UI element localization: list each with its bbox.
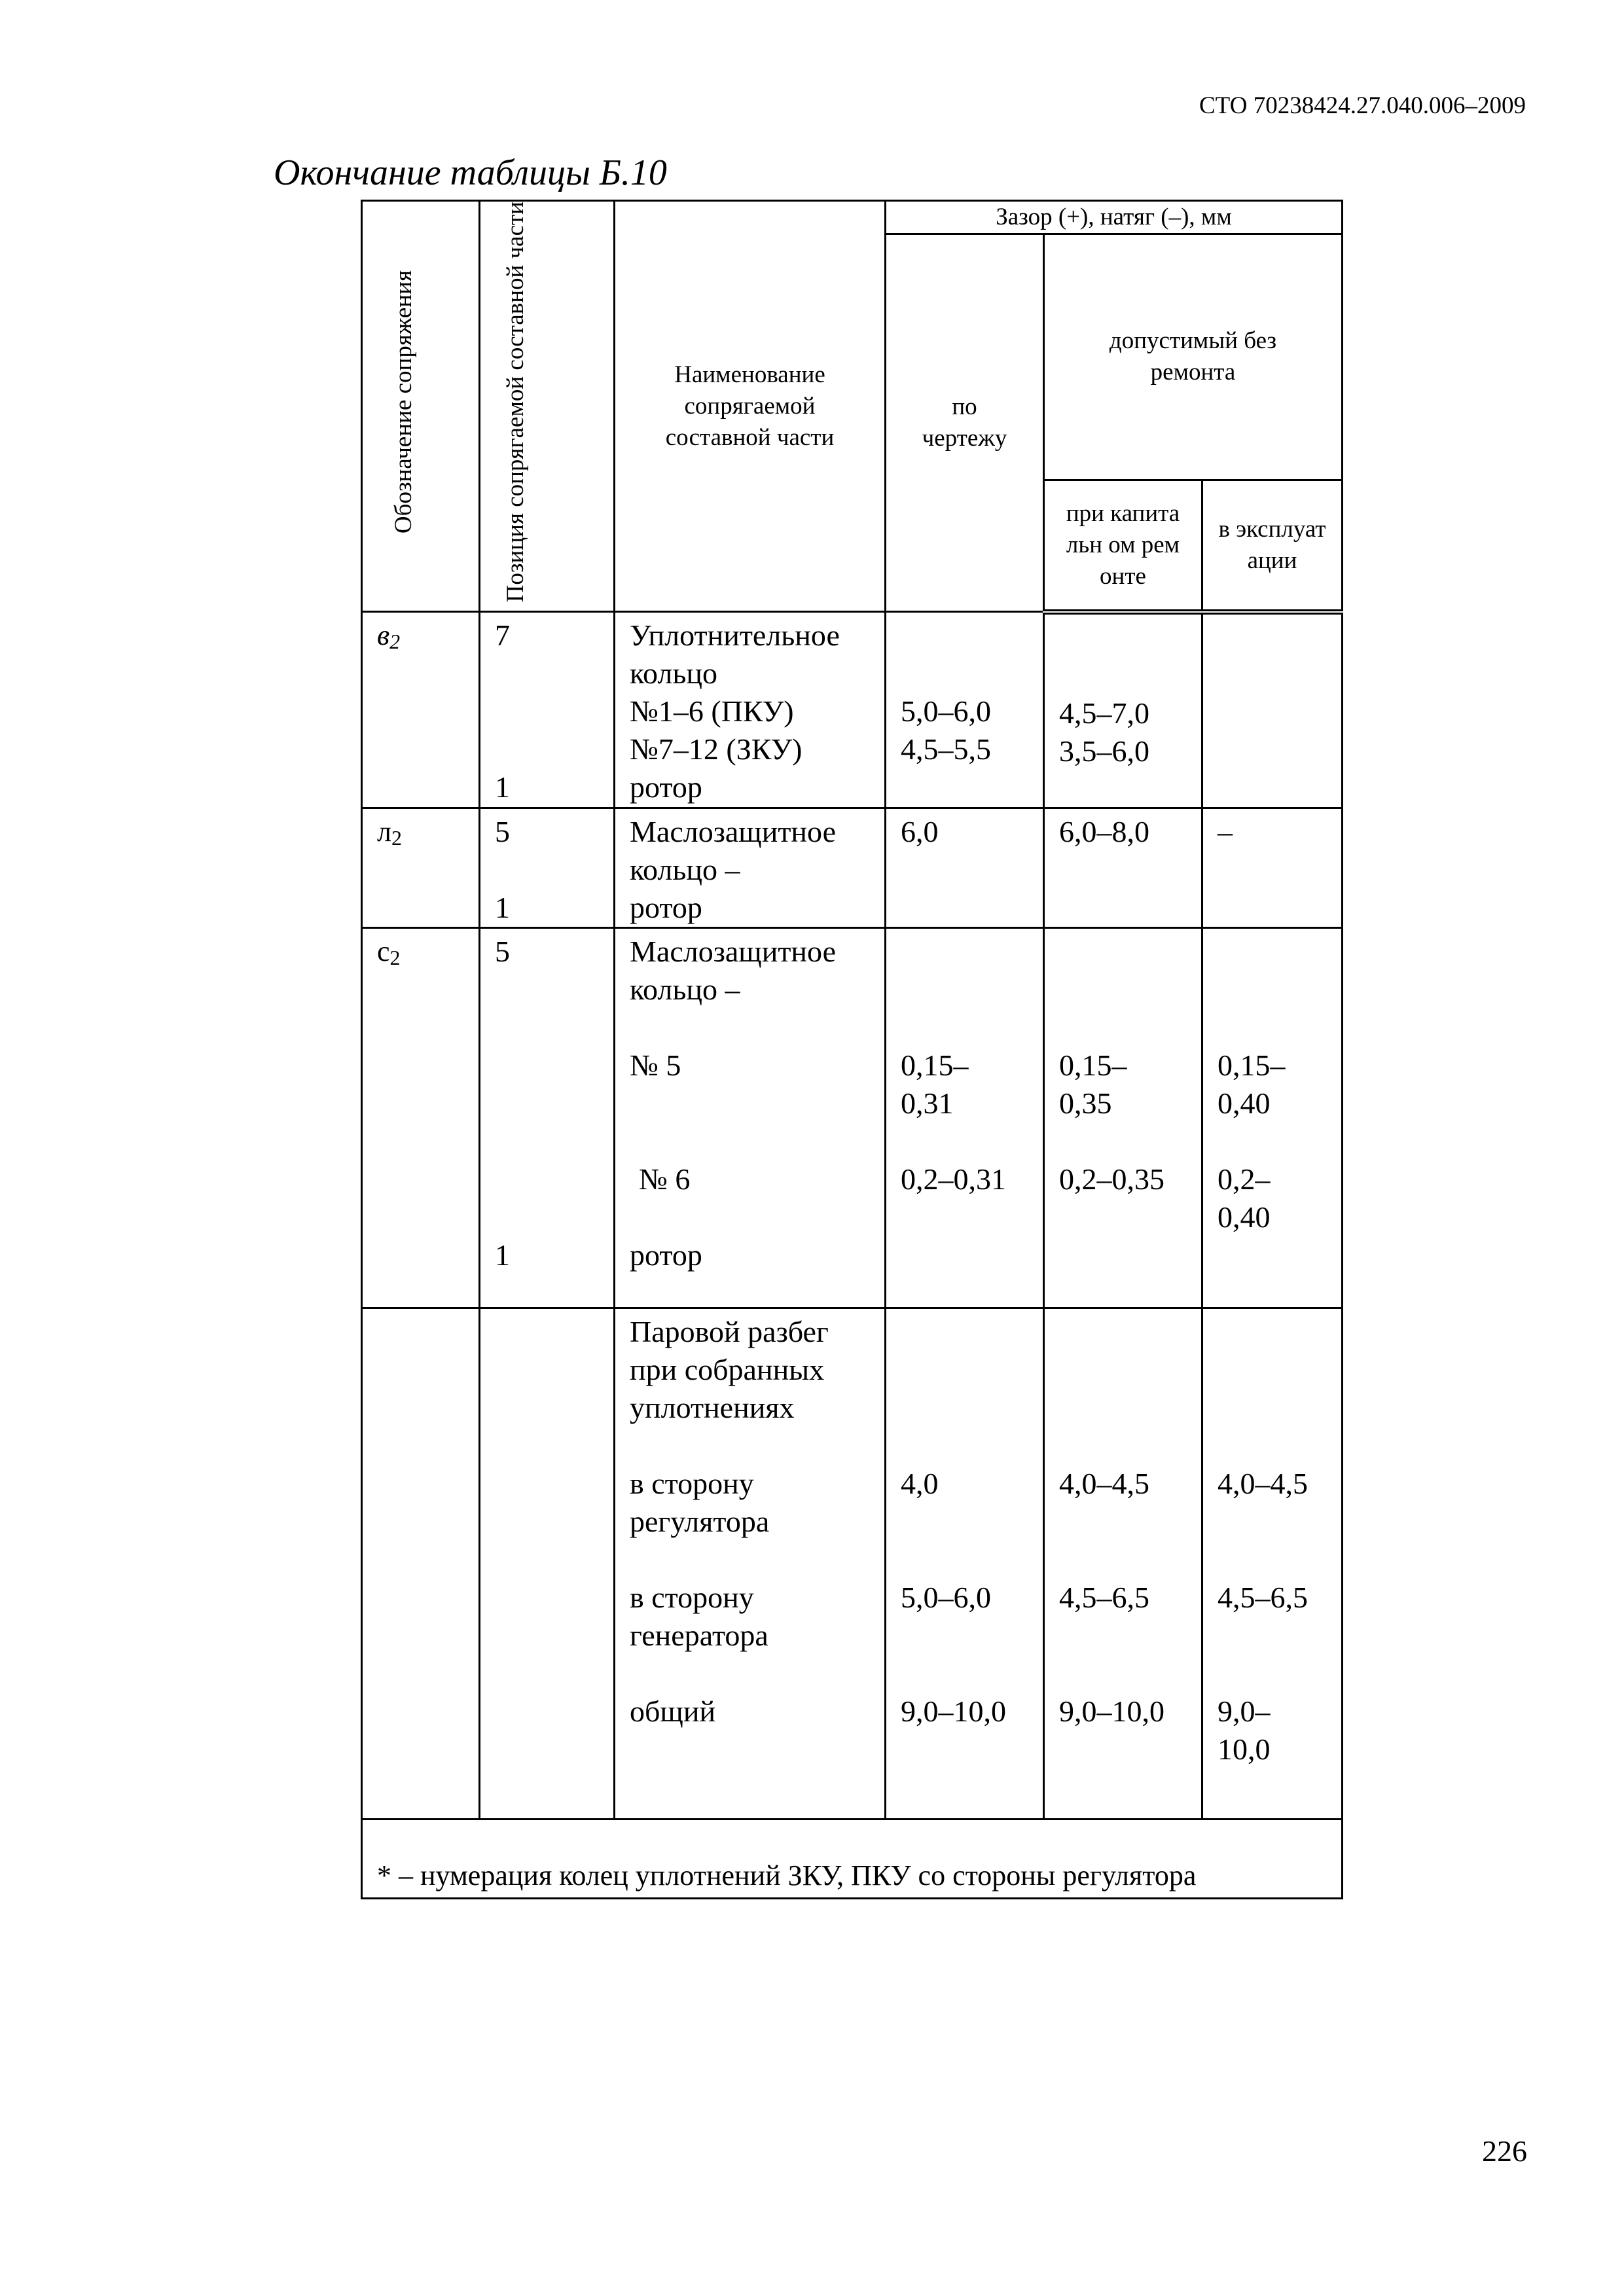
in-operation-cell bbox=[1202, 612, 1343, 808]
in-operation-cell: 0,15– 0,40 0,2– 0,40 bbox=[1202, 927, 1343, 1308]
capital-repair-cell: 4,5–7,0 3,5–6,0 bbox=[1044, 612, 1202, 808]
position-cell: 5 1 bbox=[480, 808, 615, 927]
page-number: 226 bbox=[1482, 2134, 1527, 2168]
header-allowed-no-repair: допустимый без ремонта bbox=[1044, 234, 1343, 480]
header-in-operation: в эксплуат ации bbox=[1202, 480, 1343, 612]
capital-repair-cell: 0,15– 0,35 0,2–0,35 bbox=[1044, 927, 1202, 1308]
by-drawing-cell: 0,15– 0,31 0,2–0,31 bbox=[886, 927, 1044, 1308]
header-by-drawing: по чертежу bbox=[886, 234, 1044, 612]
document-code: СТО 70238424.27.040.006–2009 bbox=[1199, 92, 1526, 119]
header-part-name: Наименование сопрягаемой составной части bbox=[615, 201, 886, 612]
designation-cell: л2 bbox=[362, 808, 480, 927]
part-name-cell: Уплотнительное кольцо №1–6 (ПКУ) №7–12 (ЗКУ) ротор bbox=[615, 612, 886, 808]
footnote-row bbox=[362, 1819, 1343, 1898]
table-caption: Окончание таблицы Б.10 bbox=[274, 152, 667, 193]
by-drawing-cell: 4,0 5,0–6,0 9,0–10,0 bbox=[886, 1308, 1044, 1819]
position-cell: 7 1 bbox=[480, 612, 615, 808]
header-position: Позиция сопрягаемой составной части bbox=[480, 201, 615, 612]
footnote: * – нумерация колец уплотнений ЗКУ, ПКУ со стороны регулятора bbox=[362, 1819, 1343, 1898]
in-operation-cell: 4,0–4,5 4,5–6,5 9,0– 10,0 bbox=[1202, 1308, 1343, 1819]
header-capital-repair: при капитальн ом ремонте bbox=[1044, 480, 1202, 612]
by-drawing-cell: 6,0 bbox=[886, 808, 1044, 927]
table-row bbox=[362, 1308, 1343, 1819]
by-drawing-cell: 5,0–6,0 4,5–5,5 bbox=[886, 612, 1044, 808]
header-designation: Обозначение сопряжения bbox=[362, 201, 480, 612]
table-row bbox=[362, 612, 1343, 808]
position-cell: 5 1 bbox=[480, 927, 615, 1308]
designation-cell: в2 bbox=[362, 612, 480, 808]
table-row bbox=[362, 808, 1343, 927]
designation-cell bbox=[362, 1308, 480, 1819]
header-gap: Зазор (+), натяг (–), мм bbox=[886, 201, 1343, 234]
capital-repair-cell: 6,0–8,0 bbox=[1044, 808, 1202, 927]
part-name-cell: Маслозащитное кольцо – № 5 № 6 ротор bbox=[615, 927, 886, 1308]
capital-repair-cell: 4,0–4,5 4,5–6,5 9,0–10,0 bbox=[1044, 1308, 1202, 1819]
tolerance-table bbox=[361, 200, 1343, 1899]
part-name-cell: Маслозащитное кольцо – ротор bbox=[615, 808, 886, 927]
in-operation-cell: – bbox=[1202, 808, 1343, 927]
position-cell bbox=[480, 1308, 615, 1819]
table-row bbox=[362, 927, 1343, 1308]
part-name-cell: Паровой разбег при собранных уплотнениях в сторону регулятора в сторону генератора общий bbox=[615, 1308, 886, 1819]
designation-cell: с2 bbox=[362, 927, 480, 1308]
